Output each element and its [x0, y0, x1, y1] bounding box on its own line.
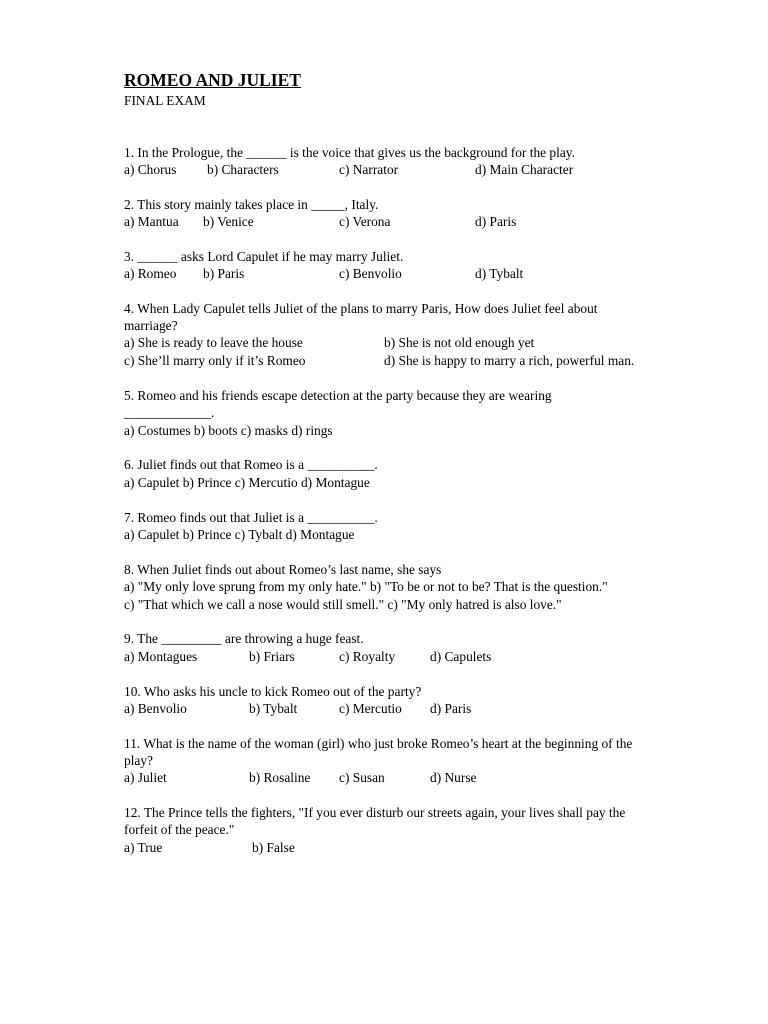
question-1-text: 1. In the Prologue, the ______ is the voice that gives us the background for the play. [124, 145, 575, 160]
question-1-option-a: a) Chorus [124, 162, 177, 177]
question-10-option-a: a) Benvolio [124, 701, 187, 716]
question-5-text: 5. Romeo and his friends escape detection at the party because they are wearing [124, 388, 552, 403]
question-11-text-cont: play? [124, 753, 153, 768]
question-10-option-b: b) Tybalt [249, 701, 298, 716]
page-subtitle: FINAL EXAM [124, 93, 206, 108]
question-3-option-c: c) Benvolio [339, 266, 402, 281]
question-8-options-row-2: c) "That which we call a nose would still smell." c) "My only hatred is also love." [124, 597, 562, 612]
question-4-option-c: c) She’ll marry only if it’s Romeo [124, 353, 306, 368]
question-9-option-a: a) Montagues [124, 649, 198, 664]
question-2-option-a: a) Mantua [124, 214, 179, 229]
question-4-option-a: a) She is ready to leave the house [124, 335, 303, 350]
question-4-text: 4. When Lady Capulet tells Juliet of the plans to marry Paris, How does Juliet feel about [124, 301, 598, 316]
question-6-options: a) Capulet b) Prince c) Mercutio d) Montague [124, 475, 370, 490]
question-4-option-d: d) She is happy to marry a rich, powerful man. [384, 353, 635, 368]
question-6-text: 6. Juliet finds out that Romeo is a __________. [124, 457, 378, 472]
question-5-options: a) Costumes b) boots c) masks d) rings [124, 423, 333, 438]
question-2-option-b: b) Venice [203, 214, 254, 229]
question-9-option-c: c) Royalty [339, 649, 396, 664]
question-9-option-d: d) Capulets [430, 649, 492, 664]
question-12-option-a: a) True [124, 840, 163, 855]
page-title: ROMEO AND JULIET [124, 70, 301, 90]
question-4-text-cont: marriage? [124, 318, 178, 333]
question-11-option-a: a) Juliet [124, 770, 167, 785]
question-3-option-a: a) Romeo [124, 266, 177, 281]
question-11-option-c: c) Susan [339, 770, 385, 785]
question-10-option-c: c) Mercutio [339, 701, 402, 716]
question-9-text: 9. The _________ are throwing a huge feast. [124, 631, 364, 646]
question-5-text-cont: _____________. [124, 405, 215, 420]
question-1-option-d: d) Main Character [475, 162, 574, 177]
question-11-option-d: d) Nurse [430, 770, 477, 785]
question-3-text: 3. ______ asks Lord Capulet if he may marry Juliet. [124, 249, 404, 264]
question-11-text: 11. What is the name of the woman (girl) who just broke Romeo’s heart at the beginning of the [124, 736, 633, 751]
question-4-option-b: b) She is not old enough yet [384, 335, 535, 350]
question-12-option-b: b) False [252, 840, 295, 855]
question-2-option-d: d) Paris [475, 214, 517, 229]
question-3-option-d: d) Tybalt [475, 266, 524, 281]
question-8-text: 8. When Juliet finds out about Romeo’s last name, she says [124, 562, 442, 577]
question-11-option-b: b) Rosaline [249, 770, 311, 785]
question-12-text-cont: forfeit of the peace." [124, 822, 235, 837]
question-9-option-b: b) Friars [249, 649, 295, 664]
question-1-option-b: b) Characters [207, 162, 279, 177]
question-3-option-b: b) Paris [203, 266, 245, 281]
question-10-option-d: d) Paris [430, 701, 472, 716]
question-2-option-c: c) Verona [339, 214, 391, 229]
question-8-options-row-1: a) "My only love sprung from my only hate." b) "To be or not to be? That is the question." [124, 579, 608, 594]
question-10-text: 10. Who asks his uncle to kick Romeo out of the party? [124, 684, 422, 699]
question-2-text: 2. This story mainly takes place in _____, Italy. [124, 197, 379, 212]
question-1-option-c: c) Narrator [339, 162, 399, 177]
question-12-text: 12. The Prince tells the fighters, "If you ever disturb our streets again, your lives shall pay the [124, 805, 626, 820]
question-7-options: a) Capulet b) Prince c) Tybalt d) Montague [124, 527, 355, 542]
question-7-text: 7. Romeo finds out that Juliet is a __________. [124, 510, 378, 525]
